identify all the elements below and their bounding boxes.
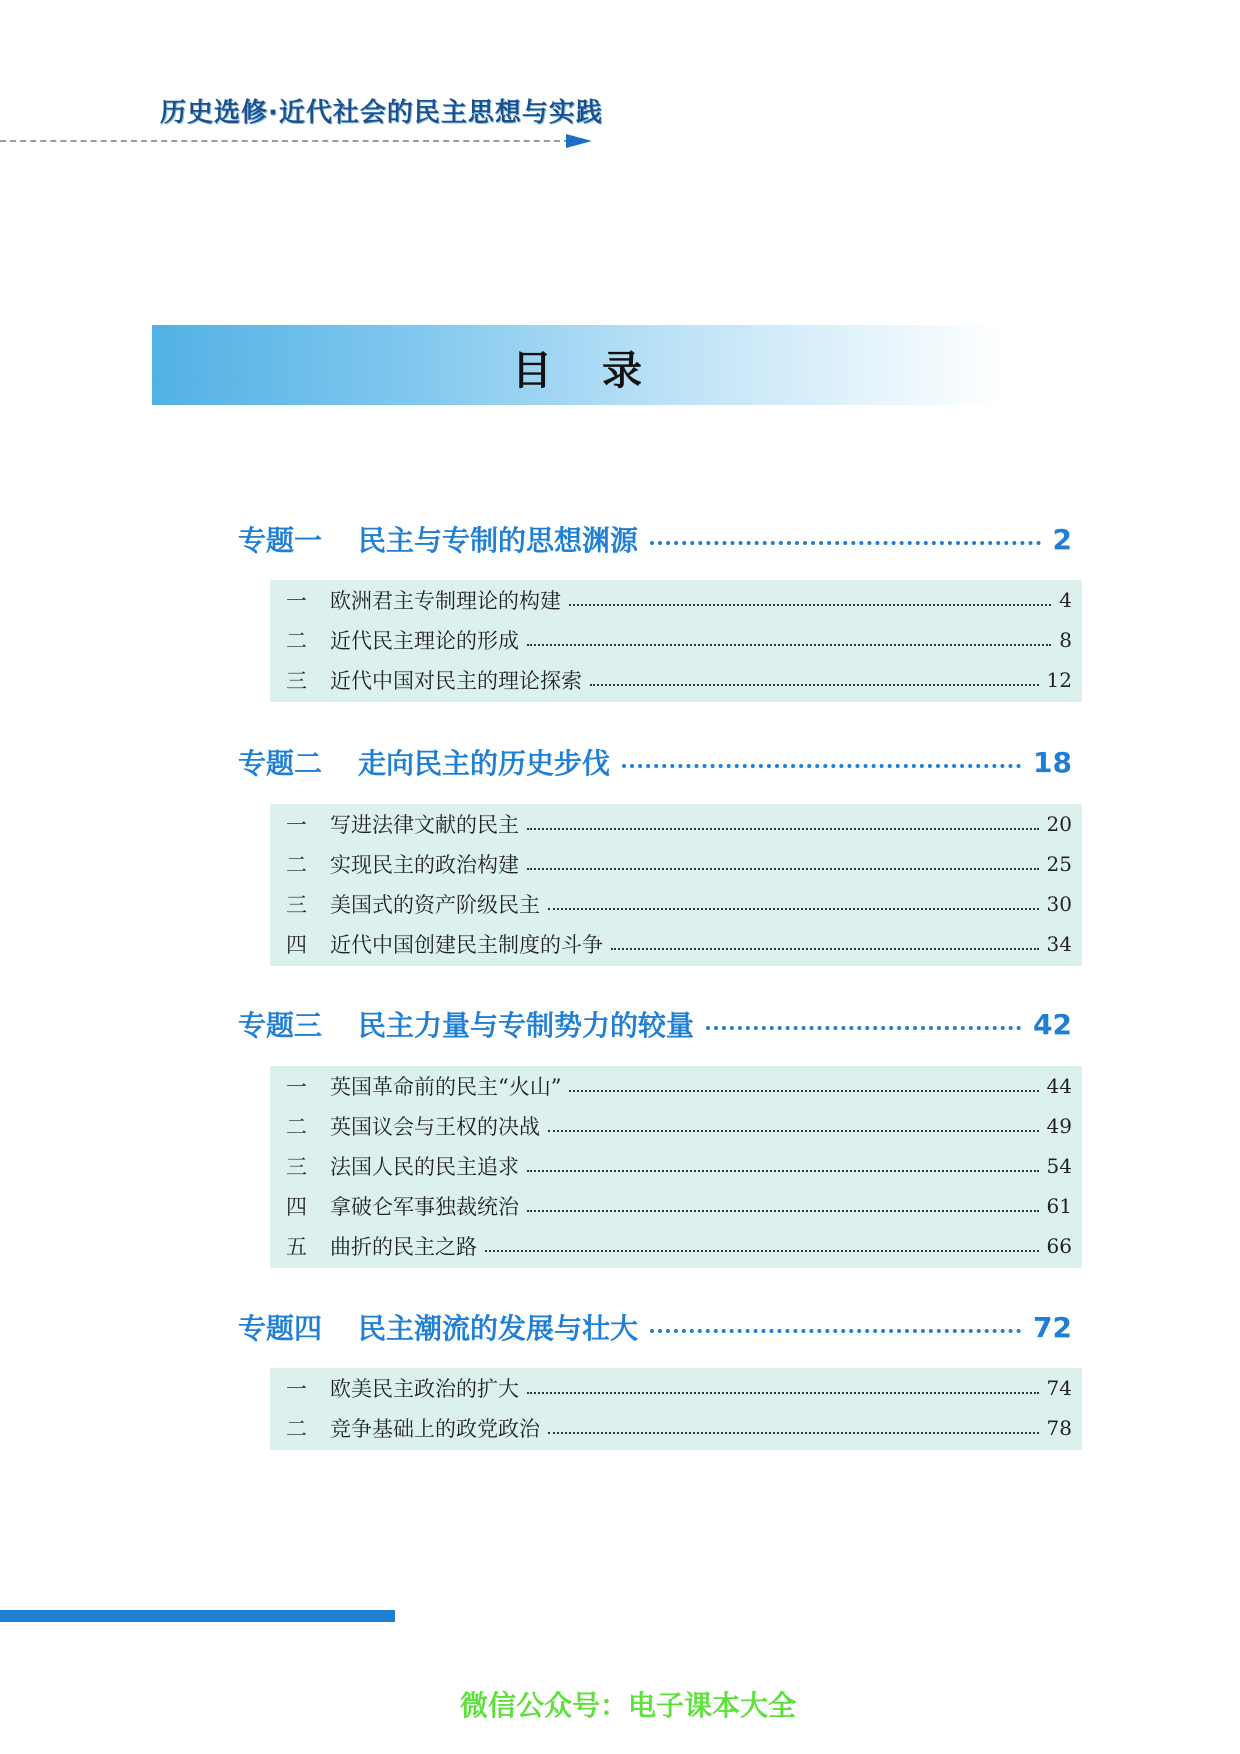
leader-dots (650, 1329, 1021, 1333)
leader-dots (548, 1130, 1039, 1132)
toc-lesson[interactable] (286, 1066, 1072, 1106)
toc-lesson[interactable] (286, 884, 1072, 924)
leader-dots (590, 684, 1039, 686)
leader-dots (622, 764, 1021, 768)
lesson-number: 三 (286, 669, 307, 693)
topic-title: 走向民主的历史步伐 (358, 747, 611, 780)
toc-lesson[interactable] (286, 1408, 1072, 1448)
lesson-page-number: 44 (1046, 1074, 1072, 1098)
lesson-page-number: 34 (1046, 932, 1072, 956)
leader-dots (485, 1250, 1039, 1252)
lesson-number: 三 (286, 1155, 307, 1179)
leader-dots (569, 604, 1051, 606)
lesson-page-number: 25 (1046, 852, 1072, 876)
lesson-title: 近代民主理论的形成 (330, 629, 519, 653)
lesson-number: 二 (286, 629, 307, 653)
book-series-title: 历史选修·近代社会的民主思想与实践 (160, 98, 603, 128)
leader-dots (650, 541, 1041, 545)
lesson-page-number: 66 (1046, 1234, 1072, 1258)
lesson-number: 二 (286, 1417, 307, 1441)
lesson-page-number: 54 (1046, 1154, 1072, 1178)
toc-lesson[interactable] (286, 660, 1072, 700)
lesson-number: 三 (286, 893, 307, 917)
lesson-page-number: 74 (1046, 1376, 1072, 1400)
leader-dots (527, 1170, 1039, 1172)
toc-lesson[interactable] (286, 1226, 1072, 1266)
leader-dots (527, 868, 1039, 870)
topic-page-number: 72 (1033, 1310, 1072, 1344)
leader-dots (611, 948, 1039, 950)
topic-title: 民主力量与专制势力的较量 (358, 1009, 695, 1042)
topic-page-number: 18 (1033, 745, 1072, 779)
lesson-title: 曲折的民主之路 (330, 1235, 477, 1259)
leader-dots (527, 644, 1051, 646)
topic-page-number: 2 (1052, 522, 1072, 556)
lesson-title: 美国式的资产阶级民主 (330, 893, 540, 917)
lesson-title: 英国革命前的民主“火山” (330, 1075, 562, 1099)
toc-lesson[interactable] (286, 1146, 1072, 1186)
lesson-title: 欧洲君主专制理论的构建 (330, 589, 561, 613)
leader-dots (527, 1392, 1039, 1394)
lesson-number: 一 (286, 813, 307, 837)
leader-dots (527, 828, 1039, 830)
contents-banner (152, 325, 1002, 405)
topic-page-number: 42 (1033, 1007, 1072, 1041)
lesson-list (270, 1368, 1082, 1450)
leader-dots (527, 1210, 1039, 1212)
lesson-page-number: 78 (1046, 1416, 1072, 1440)
lesson-page-number: 61 (1046, 1194, 1072, 1218)
header-dashed-rule (0, 140, 570, 142)
lesson-page-number: 12 (1046, 668, 1072, 692)
toc-lesson[interactable] (286, 844, 1072, 884)
lesson-number: 四 (286, 933, 307, 957)
lesson-title: 英国议会与王权的决战 (330, 1115, 540, 1139)
toc-topic-2[interactable] (238, 740, 1072, 784)
toc-lesson[interactable] (286, 620, 1072, 660)
topic-title: 民主与专制的思想渊源 (358, 524, 639, 557)
lesson-title: 法国人民的民主追求 (330, 1155, 519, 1179)
leader-dots (548, 1432, 1039, 1434)
lesson-title: 竞争基础上的政党政治 (330, 1417, 540, 1441)
topic-number: 专题三 (238, 1009, 323, 1042)
lesson-page-number: 8 (1059, 628, 1072, 652)
lesson-page-number: 30 (1046, 892, 1072, 916)
wechat-watermark: 微信公众号：电子课本大全 (460, 1689, 797, 1722)
lesson-title: 拿破仑军事独裁统治 (330, 1195, 519, 1219)
toc-topic-3[interactable] (238, 1002, 1072, 1046)
toc-lesson[interactable] (286, 924, 1072, 964)
lesson-number: 一 (286, 589, 307, 613)
lesson-number: 二 (286, 1115, 307, 1139)
lesson-number: 一 (286, 1075, 307, 1099)
footer-accent-bar (0, 1610, 395, 1622)
lesson-title: 写进法律文献的民主 (330, 813, 519, 837)
topic-number: 专题四 (238, 1312, 323, 1345)
leader-dots (706, 1026, 1021, 1030)
lesson-title: 实现民主的政治构建 (330, 853, 519, 877)
toc-lesson[interactable] (286, 1106, 1072, 1146)
leader-dots (548, 908, 1039, 910)
leader-dots (569, 1090, 1038, 1092)
lesson-number: 五 (286, 1235, 307, 1259)
lesson-number: 二 (286, 853, 307, 877)
lesson-page-number: 49 (1046, 1114, 1072, 1138)
lesson-number: 一 (286, 1377, 307, 1401)
lesson-page-number: 20 (1046, 812, 1072, 836)
toc-topic-1[interactable] (238, 517, 1072, 561)
lesson-number: 四 (286, 1195, 307, 1219)
topic-title: 民主潮流的发展与壮大 (358, 1312, 639, 1345)
toc-lesson[interactable] (286, 1368, 1072, 1408)
lesson-title: 近代中国创建民主制度的斗争 (330, 933, 603, 957)
lesson-title: 近代中国对民主的理论探索 (330, 669, 582, 693)
header-arrow-icon (566, 134, 592, 148)
topic-number: 专题一 (238, 524, 323, 557)
lesson-list (270, 580, 1082, 702)
lesson-page-number: 4 (1059, 588, 1072, 612)
lesson-title: 欧美民主政治的扩大 (330, 1377, 519, 1401)
toc-lesson[interactable] (286, 1186, 1072, 1226)
lesson-list (270, 804, 1082, 966)
toc-lesson[interactable] (286, 804, 1072, 844)
toc-topic-4[interactable] (238, 1305, 1072, 1349)
toc-lesson[interactable] (286, 580, 1072, 620)
lesson-list (270, 1066, 1082, 1268)
contents-heading: 目录 (512, 348, 692, 394)
topic-number: 专题二 (238, 747, 323, 780)
